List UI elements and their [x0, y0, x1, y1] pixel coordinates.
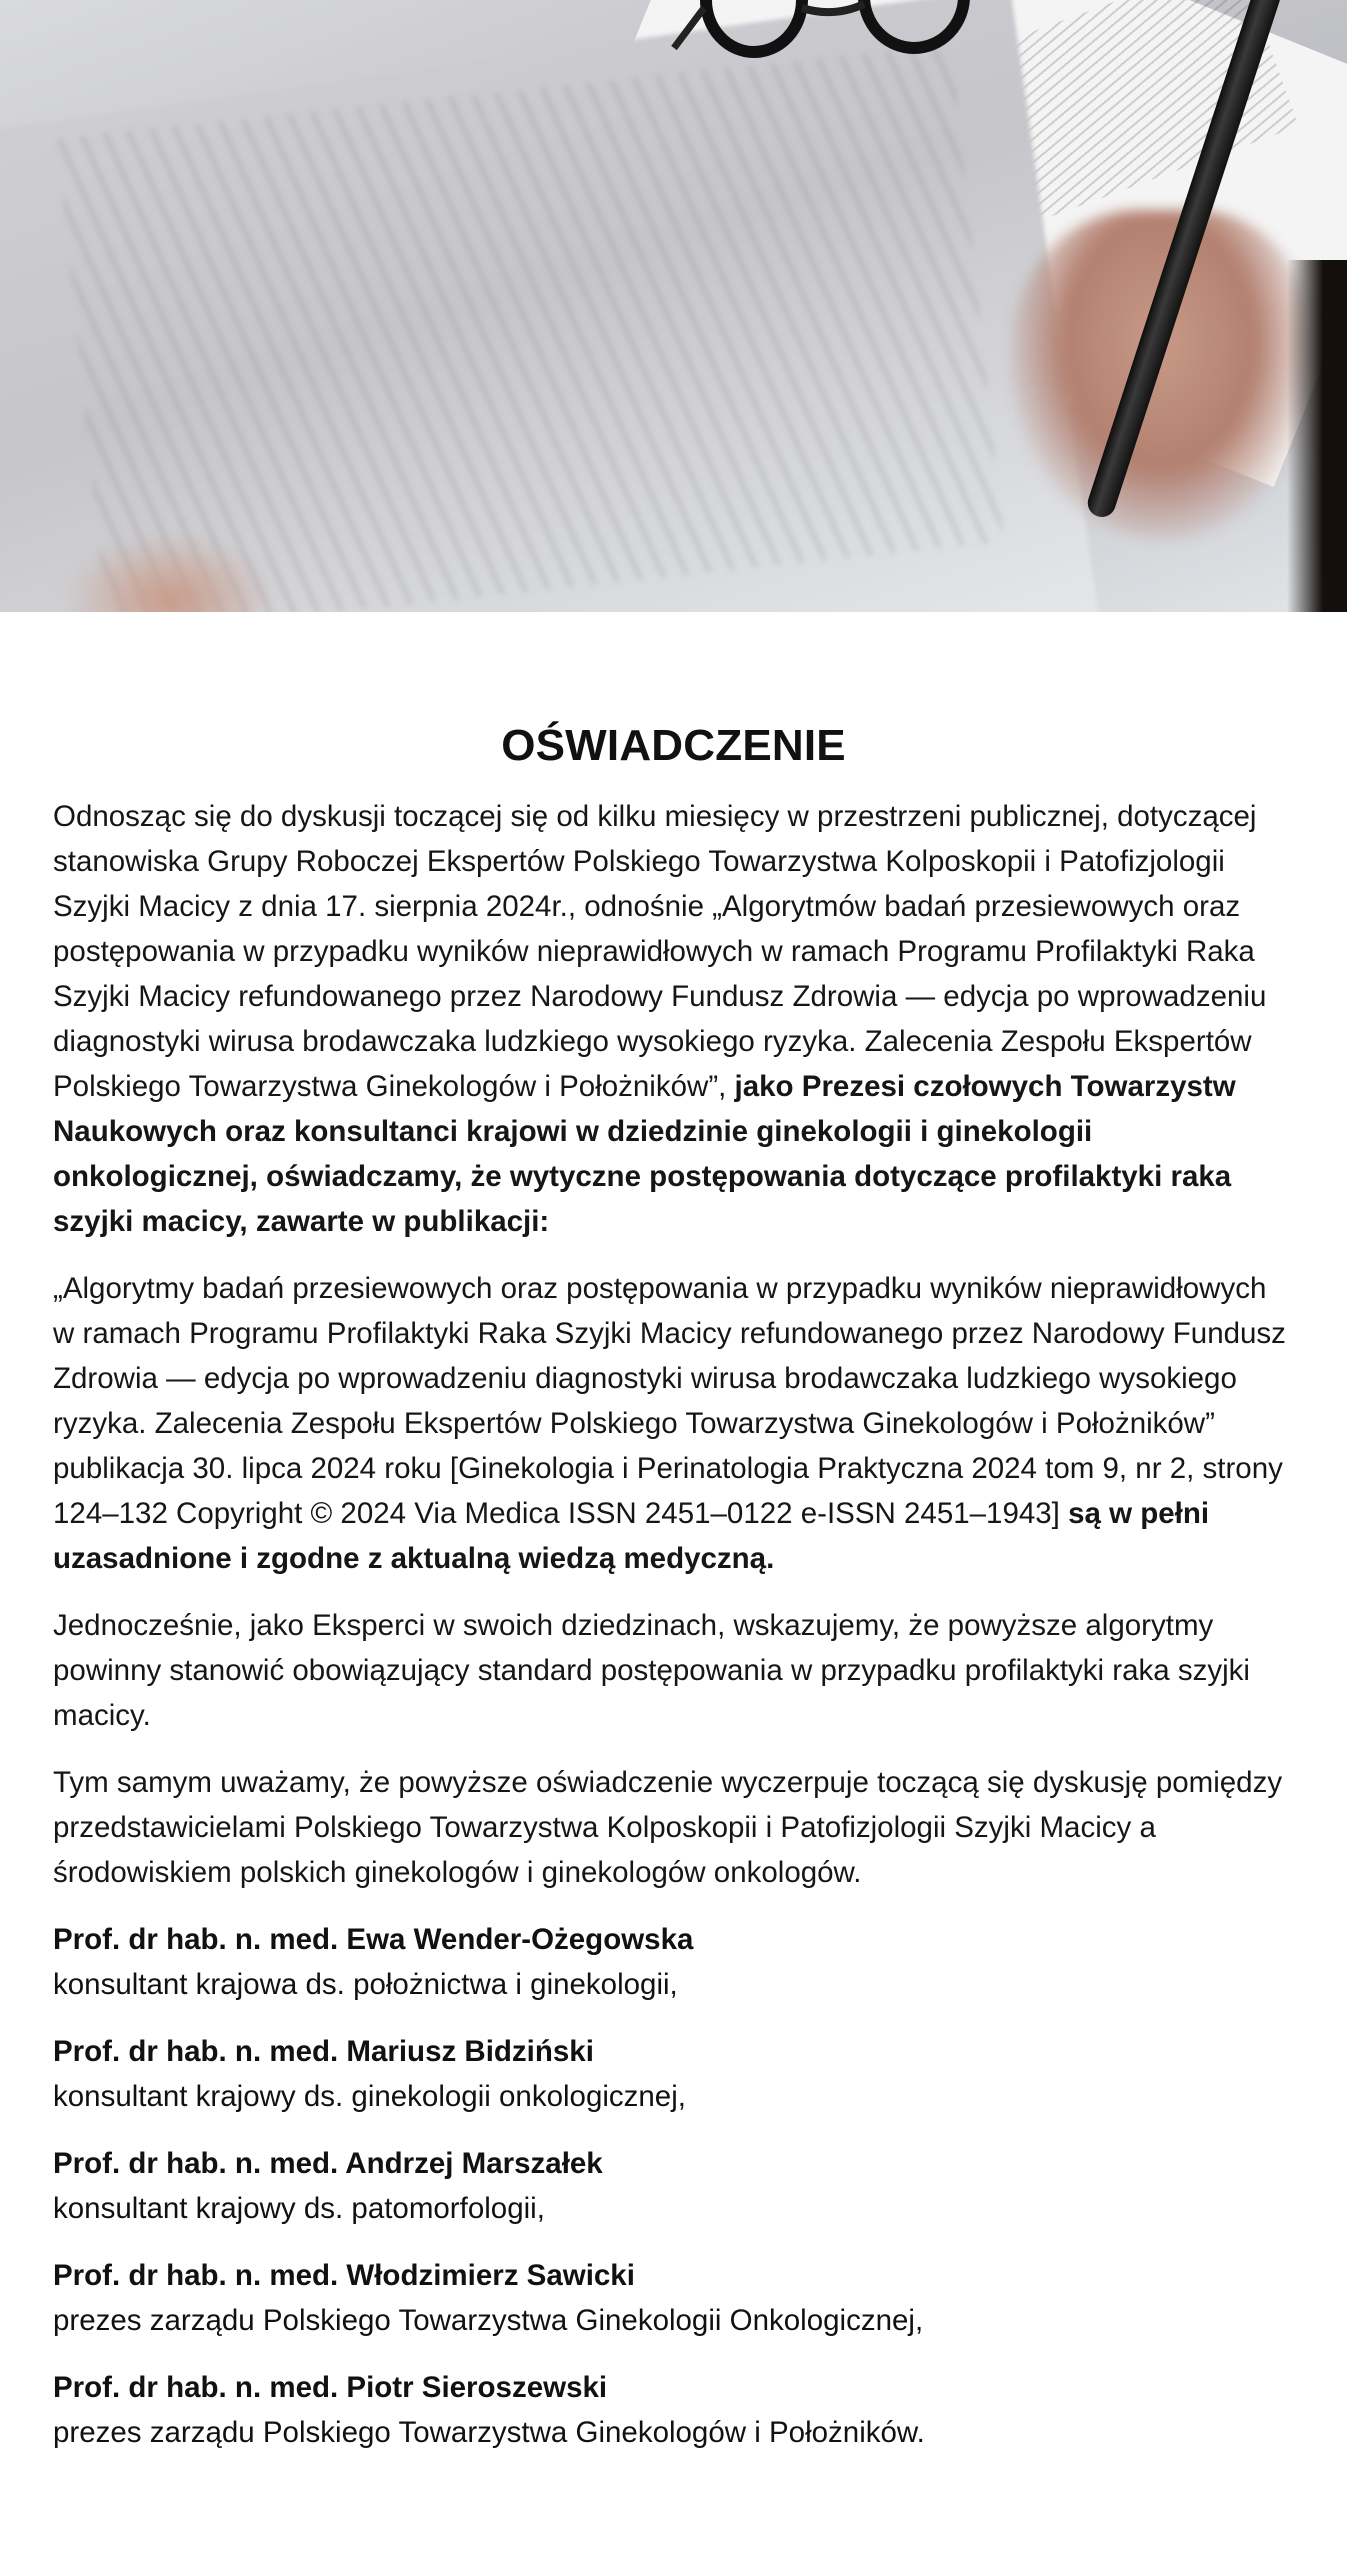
paragraph-bold-text: są w pełni uzasadnione i zgodne z aktualną wiedzą medyczną. — [53, 1497, 1210, 1575]
paragraph-text: Jednocześnie, jako Eksperci w swoich dziedzinach, wskazujemy, że powyższe algorytmy powinny stanowić obowiązujący standard postępowania w przypadku profilaktyki raka szyjki macicy. — [53, 1609, 1250, 1732]
signatory-role: konsultant krajowa ds. położnictwa i ginekologii, — [53, 1968, 678, 2001]
paragraph-intro — [53, 794, 1294, 1244]
signatory-name: Prof. dr hab. n. med. Mariusz Bidziński — [53, 2035, 594, 2068]
signatory-role: konsultant krajowy ds. patomorfologii, — [53, 2192, 545, 2225]
eyeglasses-icon — [664, 0, 1024, 68]
signatory — [53, 2029, 1294, 2119]
document-body — [0, 720, 1347, 2455]
hero-blurred-text — [56, 44, 1003, 612]
signatory-role: konsultant krajowy ds. ginekologii onkologicznej, — [53, 2080, 686, 2113]
signatory-name: Prof. dr hab. n. med. Włodzimierz Sawicki — [53, 2259, 635, 2292]
paragraph-bold-text: jako Prezesi czołowych Towarzystw Naukowych oraz konsultanci krajowi w dziedzinie ginekologii i ginekologii onkologicznej, oświadczamy, że wytyczne postępowania dotyczące profilaktyki raka szyjki macicy, zawarte w publikacji: — [53, 1070, 1236, 1238]
paragraph-recommendation — [53, 1603, 1294, 1738]
signatory-name: Prof. dr hab. n. med. Andrzej Marszałek — [53, 2147, 603, 2180]
paragraph-conclusion — [53, 1760, 1294, 1895]
signatory-name: Prof. dr hab. n. med. Piotr Sieroszewski — [53, 2371, 608, 2404]
hero-left-hand — [60, 530, 280, 612]
paragraph-text: Odnosząc się do dyskusji toczącej się od kilku miesięcy w przestrzeni publicznej, dotyczącej stanowiska Grupy Roboczej Ekspertów Polskiego Towarzystwa Kolposkopii i Patofizjologii Szyjki Macicy z dnia 17. sierpnia 2024r., odnośnie „Algorytmów badań przesiewowych oraz postępowania w przypadku wyników nieprawidłowych w ramach Programu Profilaktyki Raka Szyjki Macicy refundowanego przez Narodowy Fundusz Zdrowia — edycja po wprowadzeniu diagnostyki wirusa brodawczaka ludzkiego wysokiego ryzyka. Zalecenia Zespołu Ekspertów Polskiego Towarzystwa Ginekologów i Położników”, — [53, 800, 1267, 1103]
paragraph-text: Tym samym uważamy, że powyższe oświadczenie wyczerpuje toczącą się dyskusję pomiędzy przedstawicielami Polskiego Towarzystwa Kolposkopii i Patofizjologii Szyjki Macicy a środowiskiem polskich ginekologów i ginekologów onkologów. — [53, 1766, 1283, 1889]
signatory — [53, 2253, 1294, 2343]
paragraph-text: „Algorytmy badań przesiewowych oraz postępowania w przypadku wyników nieprawidłowych w ramach Programu Profilaktyki Raka Szyjki Macicy refundowanego przez Narodowy Fundusz Zdrowia — edycja po wprowadzeniu diagnostyki wirusa brodawczaka ludzkiego wysokiego ryzyka. Zalecenia Zespołu Ekspertów Polskiego Towarzystwa Ginekologów i Położników” publikacja 30. lipca 2024 roku [Ginekologia i Perinatologia Praktyczna 2024 tom 9, nr 2, strony 124–132 Copyright © 2024 Via Medica ISSN 2451–0122 e-ISSN 2451–1943] — [53, 1272, 1286, 1530]
signatory — [53, 2141, 1294, 2231]
paragraph-citation — [53, 1266, 1294, 1581]
signatory-role: prezes zarządu Polskiego Towarzystwa Ginekologii Onkologicznej, — [53, 2304, 924, 2337]
hero-dark-edge — [1287, 260, 1347, 612]
hero-image — [0, 0, 1347, 612]
document-title: OŚWIADCZENIE — [501, 721, 846, 770]
signatory — [53, 1917, 1294, 2007]
signatory-role: prezes zarządu Polskiego Towarzystwa Ginekologów i Położników. — [53, 2416, 925, 2449]
signatory — [53, 2365, 1294, 2455]
signatory-name: Prof. dr hab. n. med. Ewa Wender-Ożegowska — [53, 1923, 694, 1956]
